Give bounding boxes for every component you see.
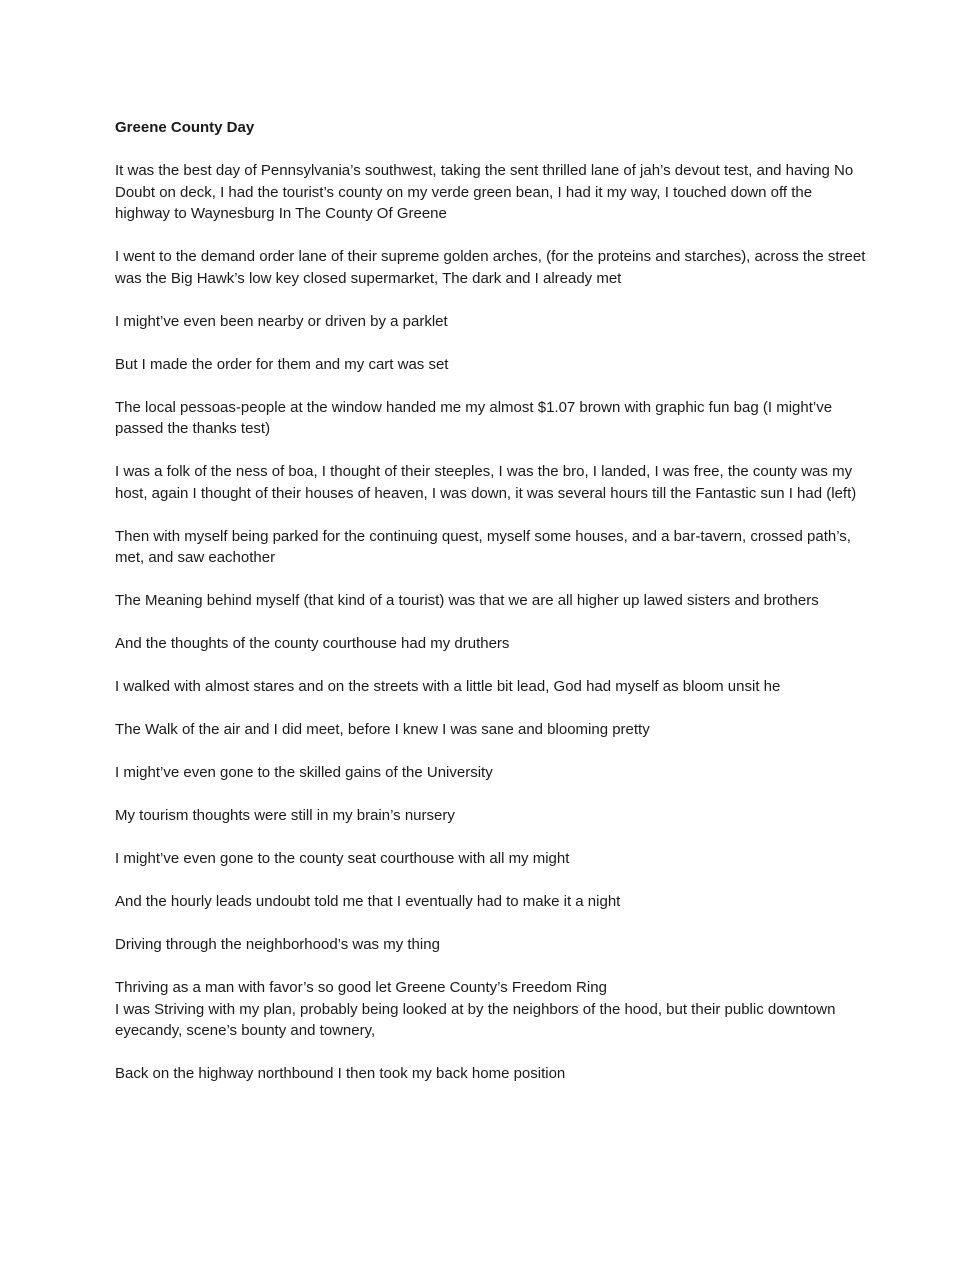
paragraph: And the hourly leads undoubt told me that I eventually had to make it a night <box>115 893 621 910</box>
document-body <box>115 117 870 1106</box>
paragraph: Thriving as a man with favor’s so good let Greene County’s Freedom Ring <box>115 979 607 996</box>
paragraph: I walked with almost stares and on the streets with a little bit lead, God had myself as bloom unsit he <box>115 678 781 695</box>
paragraph: The local pessoas-people at the window handed me my almost $1.07 brown with graphic fun bag (I might’ve passed the thanks test) <box>115 398 833 437</box>
paragraph: I went to the demand order lane of their supreme golden arches, (for the proteins and starches), across the street was the Big Hawk’s low key closed supermarket, The dark and I already met <box>115 248 866 287</box>
paragraph: I might’ve even gone to the skilled gains of the University <box>115 764 493 781</box>
paragraph: The Walk of the air and I did meet, before I knew I was sane and blooming pretty <box>115 721 650 738</box>
paragraph: But I made the order for them and my cart was set <box>115 355 449 373</box>
paragraph: I was Striving with my plan, probably being looked at by the neighbors of the hood, but their public downtown eyecandy, scene’s bounty and townery, <box>115 1000 836 1039</box>
paragraph: I was a folk of the ness of boa, I thought of their steeples, I was the bro, I landed, I was free, the county was my host, again I thought of their houses of heaven, I was down, it was several hours till the Fantastic sun I had (left) <box>115 463 857 502</box>
paragraph: My tourism thoughts were still in my brain’s nursery <box>115 807 455 824</box>
document-title: Greene County Day <box>115 119 255 136</box>
paragraph: Back on the highway northbound I then took my back home position <box>115 1065 566 1082</box>
paragraph: I might’ve even been nearby or driven by a parklet <box>115 312 448 330</box>
paragraph: The Meaning behind myself (that kind of a tourist) was that we are all higher up lawed sisters and brothers <box>115 592 819 609</box>
paragraph: Then with myself being parked for the continuing quest, myself some houses, and a bar-tavern, crossed path’s, met, and saw eachother <box>115 527 851 566</box>
paragraph: I might’ve even gone to the county seat courthouse with all my might <box>115 850 570 867</box>
paragraph: And the thoughts of the county courthouse had my druthers <box>115 635 510 652</box>
paragraph: It was the best day of Pennsylvania’s southwest, taking the sent thrilled lane of jah’s devout test, and having No Doubt on deck, I had the tourist’s county on my verde green bean, I had it my way, I touched down off the highway to Waynesburg In The County Of Greene <box>115 162 854 222</box>
paragraph: Driving through the neighborhood’s was my thing <box>115 936 440 953</box>
